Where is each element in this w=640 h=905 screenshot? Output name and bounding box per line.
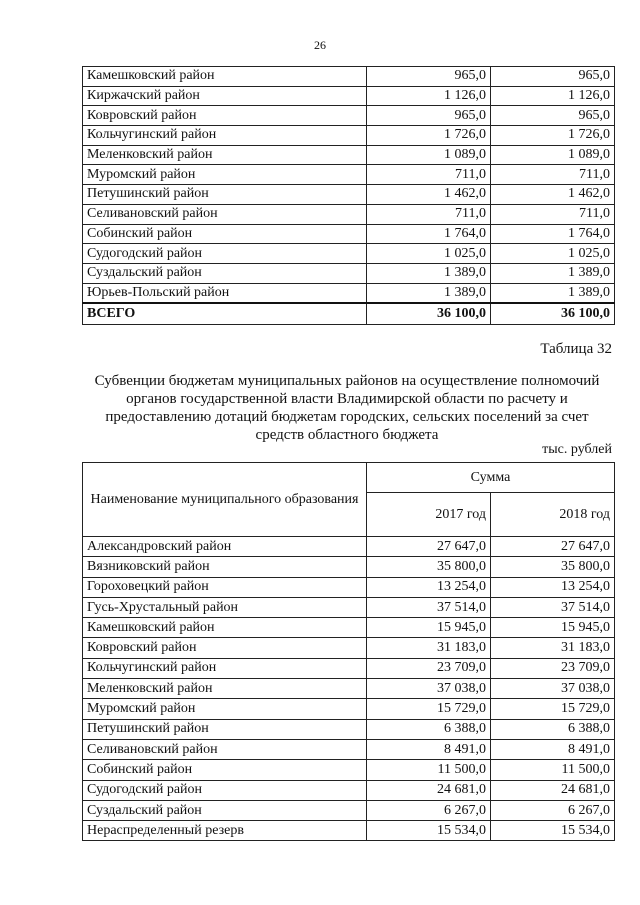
value-2017: 6 267,0 — [367, 800, 491, 820]
value-2017: 965,0 — [367, 67, 491, 87]
value-2018: 1 389,0 — [491, 283, 615, 303]
table-row — [83, 224, 615, 244]
total-row — [83, 303, 615, 325]
value-2017: 711,0 — [367, 204, 491, 224]
district-name: Юрьев-Польский район — [83, 283, 367, 303]
table-row — [83, 263, 615, 283]
units-label: тыс. рублей — [542, 442, 612, 457]
value-2017: 1 126,0 — [367, 86, 491, 106]
district-name: Киржачский район — [83, 86, 367, 106]
table-row — [83, 165, 615, 185]
district-name: Суздальский район — [83, 263, 367, 283]
table-row — [83, 67, 615, 87]
value-2017: 1 462,0 — [367, 185, 491, 205]
value-2017: 1 726,0 — [367, 126, 491, 146]
district-name: Меленковский район — [83, 145, 367, 165]
table-row — [83, 185, 615, 205]
table-row — [83, 204, 615, 224]
value-2018: 37 038,0 — [491, 679, 615, 699]
value-2018: 1 389,0 — [491, 263, 615, 283]
value-2018: 13 254,0 — [491, 577, 615, 597]
district-name: Собинский район — [83, 760, 367, 780]
value-2017: 15 534,0 — [367, 821, 491, 841]
value-2018: 15 729,0 — [491, 699, 615, 719]
value-2017: 11 500,0 — [367, 760, 491, 780]
header-name: Наименование муниципального образования — [83, 463, 367, 537]
district-name: Кольчугинский район — [83, 658, 367, 678]
table-row — [83, 145, 615, 165]
value-2017: 6 388,0 — [367, 719, 491, 739]
value-2018: 27 647,0 — [491, 537, 615, 557]
value-2017: 1 764,0 — [367, 224, 491, 244]
district-name: Ковровский район — [83, 106, 367, 126]
value-2017: 15 945,0 — [367, 618, 491, 638]
district-name: Петушинский район — [83, 185, 367, 205]
district-name: Суздальский район — [83, 800, 367, 820]
table-row — [83, 821, 615, 841]
value-2017: 13 254,0 — [367, 577, 491, 597]
table-row — [83, 780, 615, 800]
district-name: Судогодский район — [83, 780, 367, 800]
table-row — [83, 719, 615, 739]
value-2017: 1 389,0 — [367, 263, 491, 283]
value-2017: 24 681,0 — [367, 780, 491, 800]
table-row — [83, 618, 615, 638]
value-2017: 8 491,0 — [367, 739, 491, 759]
table-row — [83, 597, 615, 617]
value-2018: 1 462,0 — [491, 185, 615, 205]
table-row — [83, 557, 615, 577]
header-sum: Сумма — [367, 463, 615, 493]
district-name: Селивановский район — [83, 739, 367, 759]
total-label: ВСЕГО — [83, 303, 367, 325]
value-2018: 1 726,0 — [491, 126, 615, 146]
value-2018: 965,0 — [491, 67, 615, 87]
district-name: Собинский район — [83, 224, 367, 244]
district-name: Селивановский район — [83, 204, 367, 224]
value-2018: 711,0 — [491, 165, 615, 185]
table-1-body — [83, 67, 615, 303]
district-name: Гороховецкий район — [83, 577, 367, 597]
table-row — [83, 658, 615, 678]
value-2018: 965,0 — [491, 106, 615, 126]
value-2018: 711,0 — [491, 204, 615, 224]
value-2018: 1 764,0 — [491, 224, 615, 244]
value-2018: 8 491,0 — [491, 739, 615, 759]
table-row — [83, 244, 615, 264]
value-2018: 6 267,0 — [491, 800, 615, 820]
table-row — [83, 760, 615, 780]
table-number: Таблица 32 — [540, 341, 612, 357]
district-name: Вязниковский район — [83, 557, 367, 577]
table-row — [83, 106, 615, 126]
value-2017: 27 647,0 — [367, 537, 491, 557]
value-2017: 35 800,0 — [367, 557, 491, 577]
table-1 — [82, 66, 615, 325]
table-row — [83, 800, 615, 820]
value-2018: 6 388,0 — [491, 719, 615, 739]
value-2017: 31 183,0 — [367, 638, 491, 658]
table-title: Субвенции бюджетам муниципальных районов на осуществление полномочий органов государственной власти Владимирской области по расчету и предоставлению дотаций бюджетам городских, сельских поселений за счет средств областного бюджета — [94, 373, 600, 443]
value-2018: 37 514,0 — [491, 597, 615, 617]
table-row — [83, 126, 615, 146]
table-row — [83, 577, 615, 597]
total-2017: 36 100,0 — [367, 303, 491, 325]
district-name: Кольчугинский район — [83, 126, 367, 146]
table-row — [83, 283, 615, 303]
header-2018: 2018 год — [491, 493, 615, 537]
table-2-body — [83, 537, 615, 841]
value-2017: 1 089,0 — [367, 145, 491, 165]
district-name: Муромский район — [83, 165, 367, 185]
value-2018: 35 800,0 — [491, 557, 615, 577]
district-name: Судогодский район — [83, 244, 367, 264]
district-name: Меленковский район — [83, 679, 367, 699]
district-name: Муромский район — [83, 699, 367, 719]
district-name: Ковровский район — [83, 638, 367, 658]
table-row — [83, 638, 615, 658]
header-2017: 2017 год — [367, 493, 491, 537]
district-name: Нераспределенный резерв — [83, 821, 367, 841]
table-row — [83, 537, 615, 557]
value-2017: 965,0 — [367, 106, 491, 126]
district-name: Петушинский район — [83, 719, 367, 739]
total-2018: 36 100,0 — [491, 303, 615, 325]
district-name: Камешковский район — [83, 618, 367, 638]
value-2017: 711,0 — [367, 165, 491, 185]
value-2017: 1 389,0 — [367, 283, 491, 303]
value-2018: 1 126,0 — [491, 86, 615, 106]
value-2018: 1 025,0 — [491, 244, 615, 264]
table-row — [83, 86, 615, 106]
district-name: Александровский район — [83, 537, 367, 557]
value-2018: 1 089,0 — [491, 145, 615, 165]
table-2 — [82, 462, 615, 841]
value-2018: 31 183,0 — [491, 638, 615, 658]
value-2018: 11 500,0 — [491, 760, 615, 780]
table-row — [83, 739, 615, 759]
value-2017: 1 025,0 — [367, 244, 491, 264]
table-row — [83, 679, 615, 699]
value-2017: 23 709,0 — [367, 658, 491, 678]
value-2017: 37 038,0 — [367, 679, 491, 699]
district-name: Камешковский район — [83, 67, 367, 87]
table-row — [83, 699, 615, 719]
page-number: 26 — [314, 38, 326, 52]
value-2017: 15 729,0 — [367, 699, 491, 719]
value-2017: 37 514,0 — [367, 597, 491, 617]
value-2018: 23 709,0 — [491, 658, 615, 678]
value-2018: 24 681,0 — [491, 780, 615, 800]
value-2018: 15 534,0 — [491, 821, 615, 841]
value-2018: 15 945,0 — [491, 618, 615, 638]
district-name: Гусь-Хрустальный район — [83, 597, 367, 617]
